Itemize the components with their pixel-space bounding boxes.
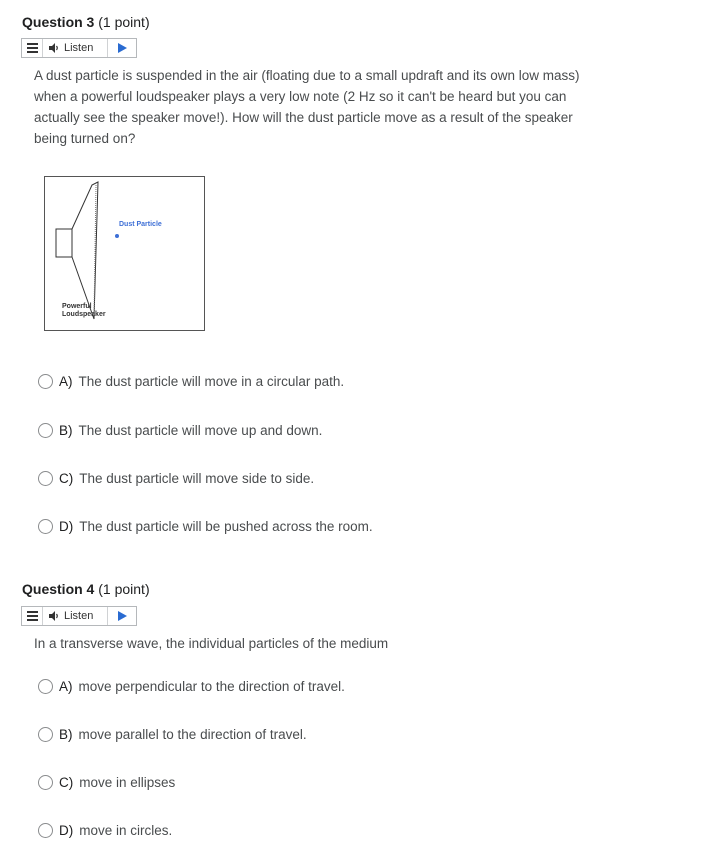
question-3-title [22,14,150,30]
menu-icon[interactable] [22,39,43,57]
question-3-text: A dust particle is suspended in the air (floating due to a small updraft and its own low mass) when a powerful loudspeaker plays a very low note (2 Hz so it can't be heard but you can actually see the speaker move!). How will the dust particle move as a result of the speaker being turned on? [34,68,580,146]
radio-button[interactable] [38,823,53,838]
option-q4-b[interactable] [38,727,307,742]
dust-particle [115,234,119,238]
speaker-label-line1: Powerful [62,303,92,310]
listen-label: Listen [64,610,94,622]
play-button[interactable] [108,39,136,57]
radio-button[interactable] [38,727,53,742]
option-text: move in ellipses [79,775,176,790]
loudspeaker-diagram [44,176,205,331]
radio-button[interactable] [38,471,53,486]
radio-button[interactable] [38,519,53,534]
listen-button[interactable] [43,39,108,57]
option-q4-d[interactable] [38,823,172,838]
option-text: The dust particle will move up and down. [78,423,323,438]
question-4-text: In a transverse wave, the individual particles of the medium [34,636,389,651]
radio-button[interactable] [38,423,53,438]
play-icon [118,611,127,621]
listen-toolbar [21,38,137,58]
speaker-icon [48,611,60,621]
option-letter: C) [59,775,74,790]
question-points: (1 point) [98,14,150,30]
option-q4-a[interactable] [38,679,345,694]
listen-label: Listen [64,42,94,54]
option-q3-d[interactable] [38,519,373,534]
question-title-text: Question 4 [22,581,95,597]
option-letter: A) [59,374,73,389]
menu-icon[interactable] [22,607,43,625]
listen-toolbar [21,606,137,626]
option-text: The dust particle will move in a circular path. [78,374,345,389]
question-points: (1 point) [98,581,150,597]
option-q3-a[interactable] [38,374,344,389]
option-q3-b[interactable] [38,423,322,438]
option-q3-c[interactable] [38,471,314,486]
option-letter: D) [59,823,74,838]
option-text: The dust particle will move side to side. [79,471,315,486]
option-letter: D) [59,519,74,534]
radio-button[interactable] [38,775,53,790]
option-text: move parallel to the direction of travel. [78,727,307,742]
option-q4-c[interactable] [38,775,175,790]
speaker-label-line2: Loudspeaker [62,311,106,318]
option-letter: B) [59,423,73,438]
radio-button[interactable] [38,679,53,694]
speaker-magnet [56,229,72,257]
speaker-icon [48,43,60,53]
speaker-label [62,303,106,319]
option-text: move in circles. [79,823,173,838]
question-4-title [22,581,150,597]
question-title-text: Question 3 [22,14,95,30]
option-text: move perpendicular to the direction of travel. [78,679,345,694]
play-icon [118,43,127,53]
option-text: The dust particle will be pushed across the room. [79,519,373,534]
option-letter: A) [59,679,73,694]
listen-button[interactable] [43,607,108,625]
option-letter: C) [59,471,74,486]
radio-button[interactable] [38,374,53,389]
dust-particle-label: Dust Particle [119,221,162,228]
play-button[interactable] [108,607,136,625]
option-letter: B) [59,727,73,742]
speaker-cone [72,182,98,319]
